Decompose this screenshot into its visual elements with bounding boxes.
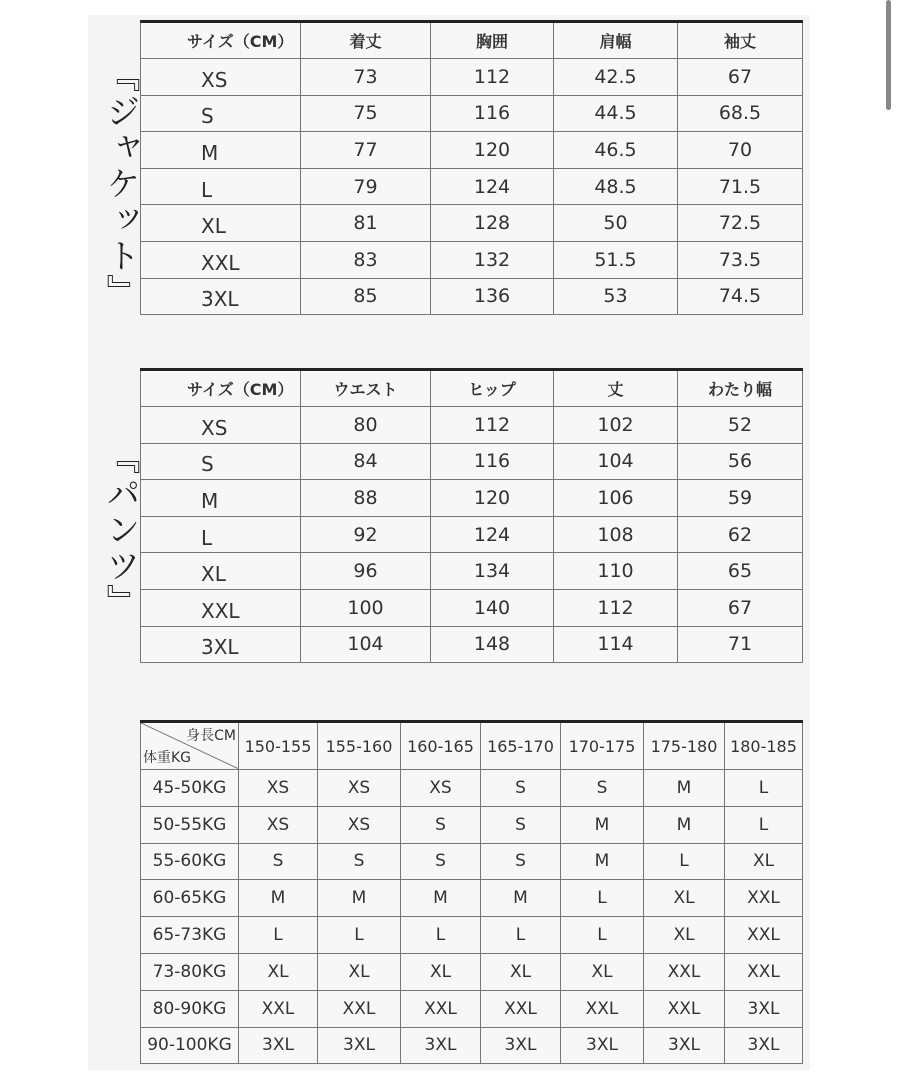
measurement-cell: 74.5 bbox=[678, 278, 803, 315]
measurement-cell: 70 bbox=[678, 132, 803, 169]
measurement-cell: 112 bbox=[431, 59, 554, 96]
recommended-size-cell: XL bbox=[318, 953, 401, 990]
recommended-size-cell: L bbox=[561, 880, 644, 917]
table-row bbox=[141, 806, 803, 843]
measurement-cell: 52 bbox=[678, 407, 803, 444]
table-row bbox=[141, 953, 803, 990]
size-label: XL bbox=[141, 205, 301, 242]
column-header: 丈 bbox=[554, 370, 678, 407]
recommended-size-cell: XL bbox=[481, 953, 561, 990]
table-row bbox=[141, 770, 803, 807]
table-row bbox=[141, 917, 803, 954]
table-row bbox=[141, 990, 803, 1027]
recommended-size-cell: L bbox=[401, 917, 481, 954]
pants-title: 『パンツ』 bbox=[100, 440, 140, 620]
column-header: サイズ（CM） bbox=[141, 370, 301, 407]
measurement-cell: 132 bbox=[431, 241, 554, 278]
size-label: XS bbox=[141, 59, 301, 96]
size-label: S bbox=[141, 443, 301, 480]
recommended-size-cell: 3XL bbox=[481, 1027, 561, 1064]
measurement-cell: 112 bbox=[554, 589, 678, 626]
recommended-size-cell: XXL bbox=[481, 990, 561, 1027]
measurement-cell: 62 bbox=[678, 516, 803, 553]
table-row bbox=[141, 168, 803, 205]
table-row bbox=[141, 1027, 803, 1064]
corner-cell bbox=[141, 722, 239, 770]
size-label: M bbox=[141, 480, 301, 517]
size-label: 3XL bbox=[141, 626, 301, 663]
recommended-size-cell: 3XL bbox=[644, 1027, 725, 1064]
table-row bbox=[141, 59, 803, 96]
recommended-size-cell: XXL bbox=[725, 880, 803, 917]
measurement-cell: 48.5 bbox=[554, 168, 678, 205]
recommended-size-cell: XXL bbox=[725, 953, 803, 990]
table-row bbox=[141, 553, 803, 590]
recommended-size-cell: M bbox=[481, 880, 561, 917]
table-row bbox=[141, 132, 803, 169]
weight-range-label: 45-50KG bbox=[141, 770, 239, 807]
weight-axis-label: 体重KG bbox=[143, 750, 192, 766]
recommended-size-cell: 3XL bbox=[725, 1027, 803, 1064]
height-range-header: 175-180 bbox=[644, 722, 725, 770]
measurement-cell: 42.5 bbox=[554, 59, 678, 96]
table-row bbox=[141, 589, 803, 626]
weight-range-label: 50-55KG bbox=[141, 806, 239, 843]
measurement-cell: 88 bbox=[301, 480, 431, 517]
measurement-cell: 53 bbox=[554, 278, 678, 315]
column-header: わたり幅 bbox=[678, 370, 803, 407]
measurement-cell: 59 bbox=[678, 480, 803, 517]
recommended-size-cell: S bbox=[481, 843, 561, 880]
measurement-cell: 85 bbox=[301, 278, 431, 315]
recommended-size-cell: XXL bbox=[561, 990, 644, 1027]
recommended-size-cell: XL bbox=[725, 843, 803, 880]
measurement-cell: 72.5 bbox=[678, 205, 803, 242]
measurement-cell: 110 bbox=[554, 553, 678, 590]
measurement-cell: 73 bbox=[301, 59, 431, 96]
measurement-cell: 120 bbox=[431, 132, 554, 169]
height-weight-guide-table bbox=[140, 720, 803, 1064]
recommended-size-cell: XS bbox=[401, 770, 481, 807]
recommended-size-cell: S bbox=[561, 770, 644, 807]
column-header: サイズ（CM） bbox=[141, 22, 301, 59]
size-label: XS bbox=[141, 407, 301, 444]
table-row bbox=[141, 443, 803, 480]
recommended-size-cell: 3XL bbox=[318, 1027, 401, 1064]
size-label: S bbox=[141, 95, 301, 132]
measurement-cell: 44.5 bbox=[554, 95, 678, 132]
measurement-cell: 67 bbox=[678, 589, 803, 626]
measurement-cell: 80 bbox=[301, 407, 431, 444]
recommended-size-cell: M bbox=[644, 806, 725, 843]
recommended-size-cell: 3XL bbox=[561, 1027, 644, 1064]
measurement-cell: 102 bbox=[554, 407, 678, 444]
height-range-header: 165-170 bbox=[481, 722, 561, 770]
recommended-size-cell: L bbox=[318, 917, 401, 954]
recommended-size-cell: S bbox=[481, 770, 561, 807]
header-row bbox=[141, 22, 803, 59]
recommended-size-cell: XXL bbox=[318, 990, 401, 1027]
table-row bbox=[141, 407, 803, 444]
size-label: 3XL bbox=[141, 278, 301, 315]
measurement-cell: 106 bbox=[554, 480, 678, 517]
measurement-cell: 96 bbox=[301, 553, 431, 590]
size-label: XL bbox=[141, 553, 301, 590]
measurement-cell: 148 bbox=[431, 626, 554, 663]
size-label: L bbox=[141, 516, 301, 553]
recommended-size-cell: XXL bbox=[725, 917, 803, 954]
measurement-cell: 84 bbox=[301, 443, 431, 480]
measurement-cell: 56 bbox=[678, 443, 803, 480]
measurement-cell: 92 bbox=[301, 516, 431, 553]
recommended-size-cell: L bbox=[725, 806, 803, 843]
weight-range-label: 90-100KG bbox=[141, 1027, 239, 1064]
column-header: 袖丈 bbox=[678, 22, 803, 59]
weight-range-label: 65-73KG bbox=[141, 917, 239, 954]
table-row bbox=[141, 843, 803, 880]
measurement-cell: 68.5 bbox=[678, 95, 803, 132]
recommended-size-cell: XL bbox=[561, 953, 644, 990]
height-axis-label: 身長CM bbox=[186, 728, 236, 744]
recommended-size-cell: XXL bbox=[644, 990, 725, 1027]
height-range-header: 160-165 bbox=[401, 722, 481, 770]
column-header: ヒップ bbox=[431, 370, 554, 407]
measurement-cell: 50 bbox=[554, 205, 678, 242]
measurement-cell: 116 bbox=[431, 95, 554, 132]
measurement-cell: 128 bbox=[431, 205, 554, 242]
measurement-cell: 46.5 bbox=[554, 132, 678, 169]
measurement-cell: 81 bbox=[301, 205, 431, 242]
recommended-size-cell: M bbox=[239, 880, 318, 917]
table-row bbox=[141, 516, 803, 553]
size-label: XXL bbox=[141, 589, 301, 626]
measurement-cell: 104 bbox=[301, 626, 431, 663]
scrollbar[interactable] bbox=[886, 0, 891, 110]
recommended-size-cell: L bbox=[644, 843, 725, 880]
measurement-cell: 136 bbox=[431, 278, 554, 315]
measurement-cell: 124 bbox=[431, 516, 554, 553]
column-header: ウエスト bbox=[301, 370, 431, 407]
recommended-size-cell: 3XL bbox=[239, 1027, 318, 1064]
measurement-cell: 116 bbox=[431, 443, 554, 480]
measurement-cell: 73.5 bbox=[678, 241, 803, 278]
measurement-cell: 100 bbox=[301, 589, 431, 626]
measurement-cell: 67 bbox=[678, 59, 803, 96]
measurement-cell: 120 bbox=[431, 480, 554, 517]
table-row bbox=[141, 278, 803, 315]
recommended-size-cell: M bbox=[318, 880, 401, 917]
guide-header-row bbox=[141, 722, 803, 770]
recommended-size-cell: M bbox=[401, 880, 481, 917]
table-row bbox=[141, 880, 803, 917]
recommended-size-cell: 3XL bbox=[401, 1027, 481, 1064]
recommended-size-cell: XXL bbox=[239, 990, 318, 1027]
table-row bbox=[141, 241, 803, 278]
column-header: 胸囲 bbox=[431, 22, 554, 59]
recommended-size-cell: M bbox=[561, 843, 644, 880]
recommended-size-cell: S bbox=[239, 843, 318, 880]
measurement-cell: 108 bbox=[554, 516, 678, 553]
measurement-cell: 65 bbox=[678, 553, 803, 590]
weight-range-label: 60-65KG bbox=[141, 880, 239, 917]
measurement-cell: 134 bbox=[431, 553, 554, 590]
recommended-size-cell: XL bbox=[401, 953, 481, 990]
recommended-size-cell: L bbox=[725, 770, 803, 807]
recommended-size-cell: XXL bbox=[644, 953, 725, 990]
recommended-size-cell: S bbox=[401, 806, 481, 843]
recommended-size-cell: XS bbox=[239, 806, 318, 843]
size-label: M bbox=[141, 132, 301, 169]
size-label: L bbox=[141, 168, 301, 205]
height-range-header: 155-160 bbox=[318, 722, 401, 770]
recommended-size-cell: L bbox=[239, 917, 318, 954]
measurement-cell: 104 bbox=[554, 443, 678, 480]
table-row bbox=[141, 480, 803, 517]
measurement-cell: 83 bbox=[301, 241, 431, 278]
weight-range-label: 73-80KG bbox=[141, 953, 239, 990]
jacket-size-table bbox=[140, 20, 803, 315]
recommended-size-cell: M bbox=[561, 806, 644, 843]
height-range-header: 170-175 bbox=[561, 722, 644, 770]
recommended-size-cell: XS bbox=[318, 806, 401, 843]
measurement-cell: 114 bbox=[554, 626, 678, 663]
measurement-cell: 71 bbox=[678, 626, 803, 663]
pants-size-table bbox=[140, 368, 803, 663]
size-label: XXL bbox=[141, 241, 301, 278]
recommended-size-cell: 3XL bbox=[725, 990, 803, 1027]
table-row bbox=[141, 626, 803, 663]
recommended-size-cell: XL bbox=[239, 953, 318, 990]
height-range-header: 150-155 bbox=[239, 722, 318, 770]
measurement-cell: 140 bbox=[431, 589, 554, 626]
recommended-size-cell: S bbox=[401, 843, 481, 880]
weight-range-label: 80-90KG bbox=[141, 990, 239, 1027]
weight-range-label: 55-60KG bbox=[141, 843, 239, 880]
measurement-cell: 51.5 bbox=[554, 241, 678, 278]
recommended-size-cell: L bbox=[481, 917, 561, 954]
measurement-cell: 124 bbox=[431, 168, 554, 205]
measurement-cell: 71.5 bbox=[678, 168, 803, 205]
table-row bbox=[141, 205, 803, 242]
jacket-title: 『ジャケット』 bbox=[100, 58, 140, 310]
measurement-cell: 77 bbox=[301, 132, 431, 169]
column-header: 肩幅 bbox=[554, 22, 678, 59]
measurement-cell: 79 bbox=[301, 168, 431, 205]
recommended-size-cell: XS bbox=[239, 770, 318, 807]
measurement-cell: 75 bbox=[301, 95, 431, 132]
recommended-size-cell: XXL bbox=[401, 990, 481, 1027]
recommended-size-cell: S bbox=[481, 806, 561, 843]
recommended-size-cell: XS bbox=[318, 770, 401, 807]
measurement-cell: 112 bbox=[431, 407, 554, 444]
recommended-size-cell: S bbox=[318, 843, 401, 880]
recommended-size-cell: M bbox=[644, 770, 725, 807]
column-header: 着丈 bbox=[301, 22, 431, 59]
table-row bbox=[141, 95, 803, 132]
recommended-size-cell: XL bbox=[644, 880, 725, 917]
recommended-size-cell: L bbox=[561, 917, 644, 954]
recommended-size-cell: XL bbox=[644, 917, 725, 954]
height-range-header: 180-185 bbox=[725, 722, 803, 770]
header-row bbox=[141, 370, 803, 407]
